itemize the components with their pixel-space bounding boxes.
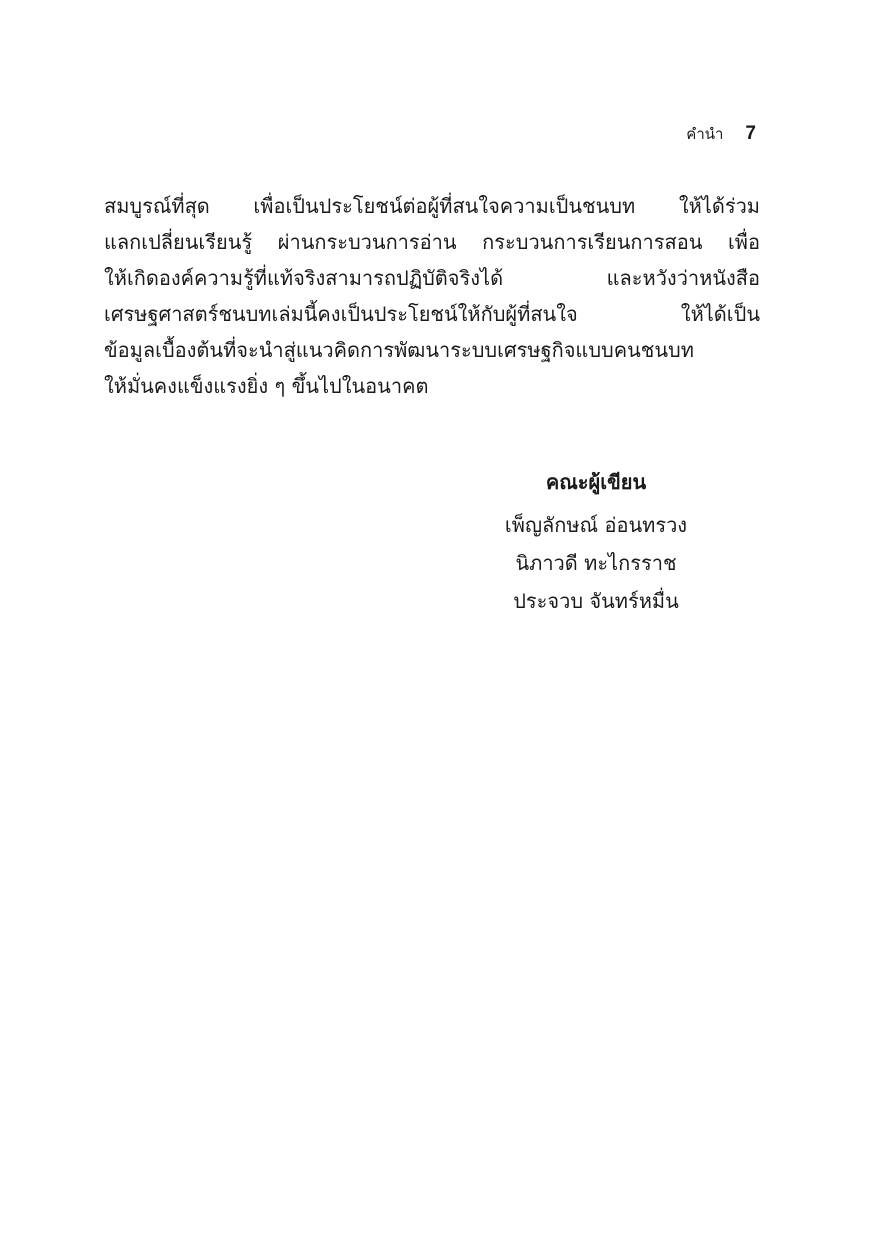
section-title: คำนำ	[686, 125, 724, 143]
author-name: นิภาวดี ทะไกรราช	[515, 551, 677, 575]
author-name: เพ็ญลักษณ์ อ่อนทรวง	[504, 513, 688, 537]
paragraph-line	[104, 224, 760, 260]
text-segment: กระบวนการเรียนการสอน	[482, 230, 703, 254]
text-segment: ให้ได้ร่วม	[678, 194, 760, 218]
paragraph-line	[104, 260, 760, 296]
text-segment: และหวังว่าหนังสือ	[606, 266, 760, 290]
text-segment: เศรษฐศาสตร์ชนบทเล่มนี้คงเป็นประโยชน์ให้กับผู้ที่สนใจ	[104, 302, 578, 326]
text-segment: ข้อมูลเบื้องต้นที่จะนำสู่แนวคิดการพัฒนาระบบเศรษฐกิจแบบคนชนบท	[104, 338, 694, 362]
text-segment: ให้ได้เป็น	[680, 302, 760, 326]
text-segment: เพื่อ	[727, 230, 760, 254]
paragraph-line	[104, 188, 760, 224]
signature-block	[476, 462, 716, 620]
author-name: ประจวบ จันทร์หมื่น	[513, 589, 679, 613]
text-segment: สมบูรณ์ที่สุด	[104, 194, 210, 218]
page-number: 7	[745, 123, 756, 144]
paragraph-line	[104, 332, 760, 368]
paragraph-line	[104, 296, 760, 332]
signature-heading: คณะผู้เขียน	[545, 470, 647, 494]
text-segment: ผ่านกระบวนการอ่าน	[277, 230, 457, 254]
text-segment: ให้เกิดองค์ความรู้ที่แท้จริงสามารถปฏิบัติจริงได้	[104, 266, 504, 290]
text-segment: แลกเปลี่ยนเรียนรู้	[104, 230, 253, 254]
body-paragraph	[104, 188, 760, 404]
text-segment: ให้มั่นคงแข็งแรงยิ่ง ๆ ขึ้นไปในอนาคต	[104, 374, 429, 398]
paragraph-line	[104, 368, 760, 404]
text-segment: เพื่อเป็นประโยชน์ต่อผู้ที่สนใจความเป็นชนบท	[253, 194, 636, 218]
running-header	[686, 122, 756, 146]
